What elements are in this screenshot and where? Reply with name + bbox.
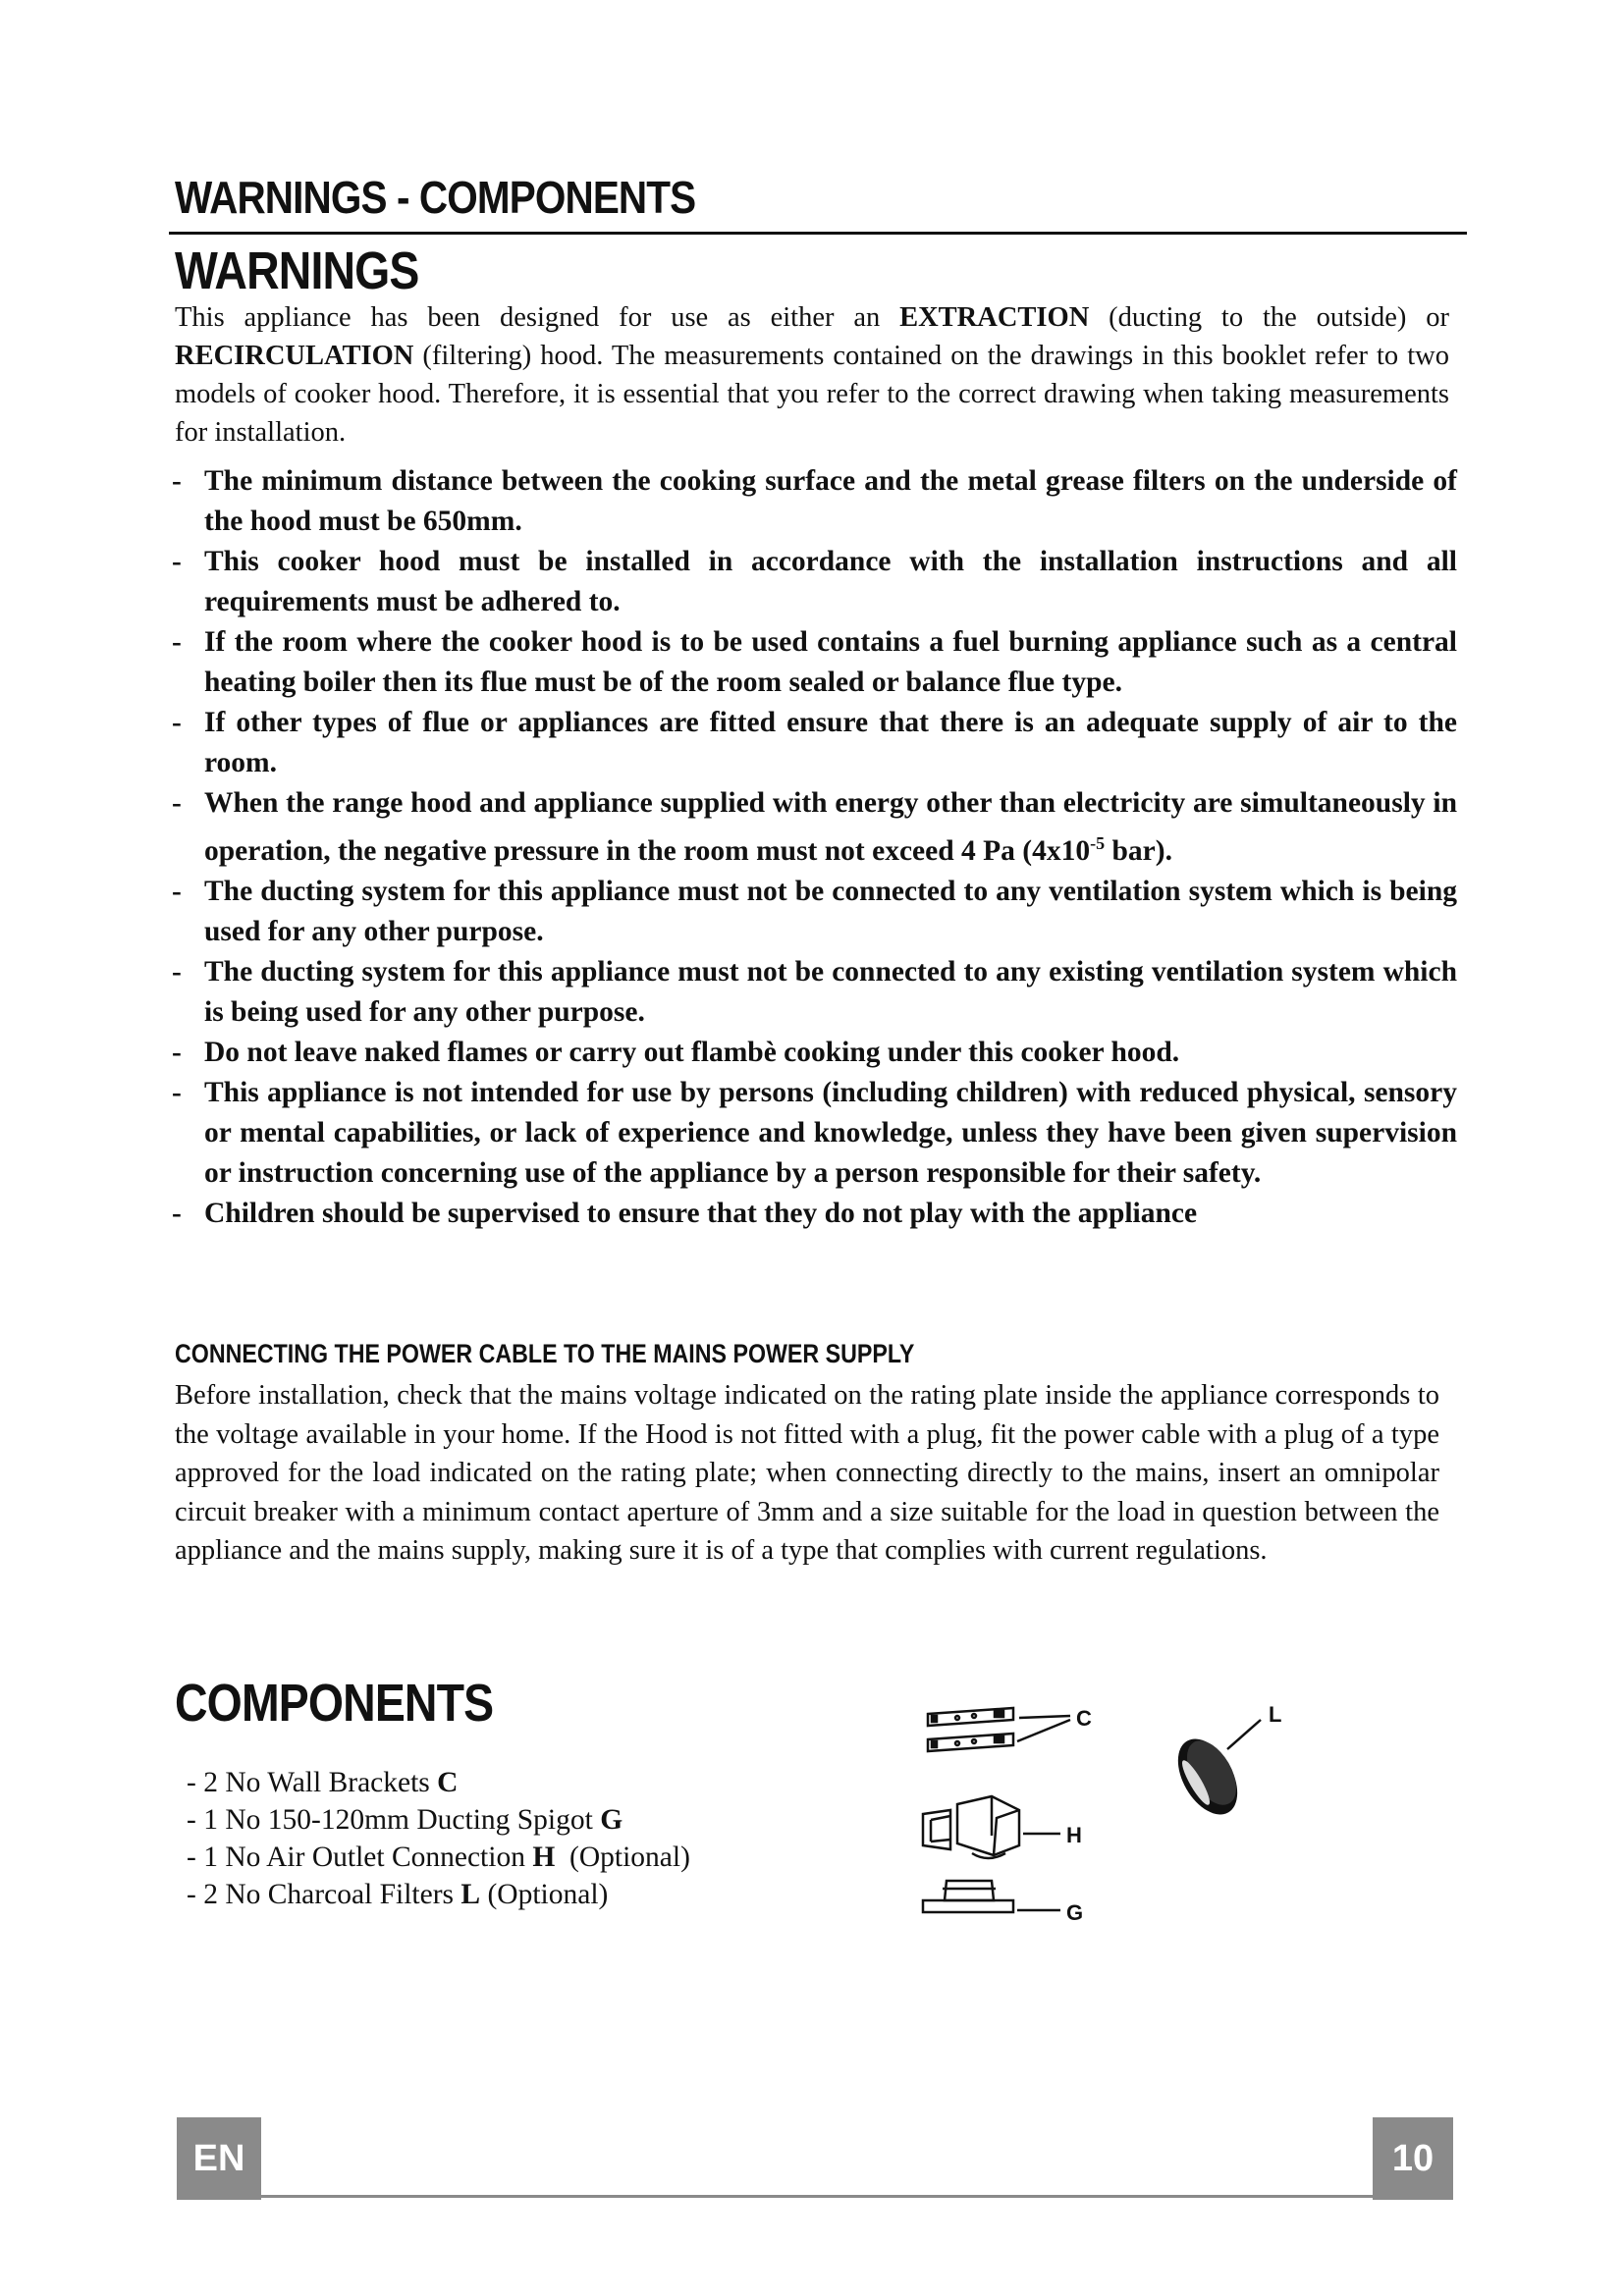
intro-extraction: EXTRACTION: [899, 302, 1090, 333]
footer-divider: [261, 2195, 1373, 2198]
air-outlet-illustration: [923, 1796, 1060, 1858]
component-text: 1 No Air Outlet Connection: [203, 1842, 533, 1873]
title-divider: [169, 232, 1467, 235]
component-item: [187, 1876, 690, 1913]
warnings-heading: WARNINGS: [175, 241, 419, 300]
component-note: (Optional): [555, 1842, 690, 1873]
intro-text-2: (ducting to the outside) or: [1089, 302, 1449, 333]
component-text: 1 No 150-120mm Ducting Spigot: [203, 1804, 601, 1836]
page-title: WARNINGS - COMPONENTS: [175, 172, 696, 223]
intro-text-3: (filtering) hood. The measurements contained on the drawings in this booklet refer to two models of cooker hood. Therefore, it is essential that you refer to the correct drawing when taking measurements for installation.: [175, 341, 1449, 448]
components-heading: COMPONENTS: [175, 1674, 494, 1733]
component-code: C: [437, 1767, 459, 1798]
label-h: H: [1066, 1823, 1082, 1847]
warning-item: - If other types of flue or appliances are fitted ensure that there is an adequate supply of air to the room.: [169, 703, 1457, 783]
label-g: G: [1066, 1900, 1084, 1925]
warning-item: - If the room where the cooker hood is to be used contains a fuel burning appliance such as a central heating boiler then its flue must be of the room sealed or balance flue type.: [169, 622, 1457, 703]
wall-bracket-illustration: [928, 1708, 1070, 1751]
warning-item: - This appliance is not intended for use by persons (including children) with reduced physical, sensory or mental capabilities, or lack of experience and knowledge, unless they have been given supervision or instruction concerning use of the appliance by a person responsible for their safety.: [169, 1073, 1457, 1194]
ducting-spigot-illustration: [923, 1881, 1060, 1912]
warning-item: - The ducting system for this appliance must not be connected to any existing ventilation system which is being used for any other purpose.: [169, 952, 1457, 1033]
label-l: L: [1269, 1702, 1282, 1727]
component-item: [187, 1839, 690, 1876]
charcoal-filter-illustration: [1165, 1720, 1261, 1825]
component-code: L: [460, 1879, 481, 1910]
intro-text-1: This appliance has been designed for use as either an: [175, 302, 900, 333]
component-text: 2 No Charcoal Filters: [203, 1879, 461, 1910]
language-badge: EN: [177, 2117, 261, 2200]
page-number: 10: [1373, 2117, 1453, 2200]
components-figure: [903, 1688, 1316, 1953]
power-text: Before installation, check that the mains voltage indicated on the rating plate inside the appliance corresponds to the voltage available in your home. If the Hood is not fitted with a plug, fit the power cable with a plug of a type approved for the load indicated on the rating plate; when connecting directly to the mains, insert an omnipolar circuit breaker with a minimum contact aperture of 3mm and a size suitable for the load in question between the appliance and the mains supply, making sure it is of a type that complies with current regulations.: [175, 1380, 1439, 1566]
component-note: (Optional): [480, 1879, 609, 1910]
warning-item: - The ducting system for this appliance must not be connected to any ventilation system which is being used for any other purpose.: [169, 872, 1457, 952]
warnings-intro: [175, 298, 1449, 452]
intro-recirculation: RECIRCULATION: [175, 341, 414, 371]
component-list: [187, 1764, 690, 1913]
warning-item: - When the range hood and appliance supplied with energy other than electricity are simultaneously in operation, the negative pressure in the room must not exceed 4 Pa ($4x10^{-5}$ bar).: [169, 783, 1457, 872]
component-code: H: [532, 1842, 556, 1873]
warning-item: - The minimum distance between the cooking surface and the metal grease filters on the underside of the hood must be 650mm.: [169, 461, 1457, 542]
exponent: -5: [1090, 833, 1106, 853]
component-item: [187, 1801, 690, 1839]
warning-item: - This cooker hood must be installed in accordance with the installation instructions and all requirements must be adhered to.: [169, 542, 1457, 622]
component-code: G: [600, 1804, 623, 1836]
label-c: C: [1076, 1706, 1092, 1731]
warning-item: - Do not leave naked flames or carry out flambè cooking under this cooker hood.: [169, 1033, 1457, 1073]
component-text: 2 No Wall Brackets: [203, 1767, 438, 1798]
warning-list: [169, 461, 1457, 1234]
power-heading: CONNECTING THE POWER CABLE TO THE MAINS POWER SUPPLY: [175, 1339, 915, 1368]
warning-item: - Children should be supervised to ensure that they do not play with the appliance: [169, 1194, 1457, 1234]
component-item: [187, 1764, 690, 1801]
